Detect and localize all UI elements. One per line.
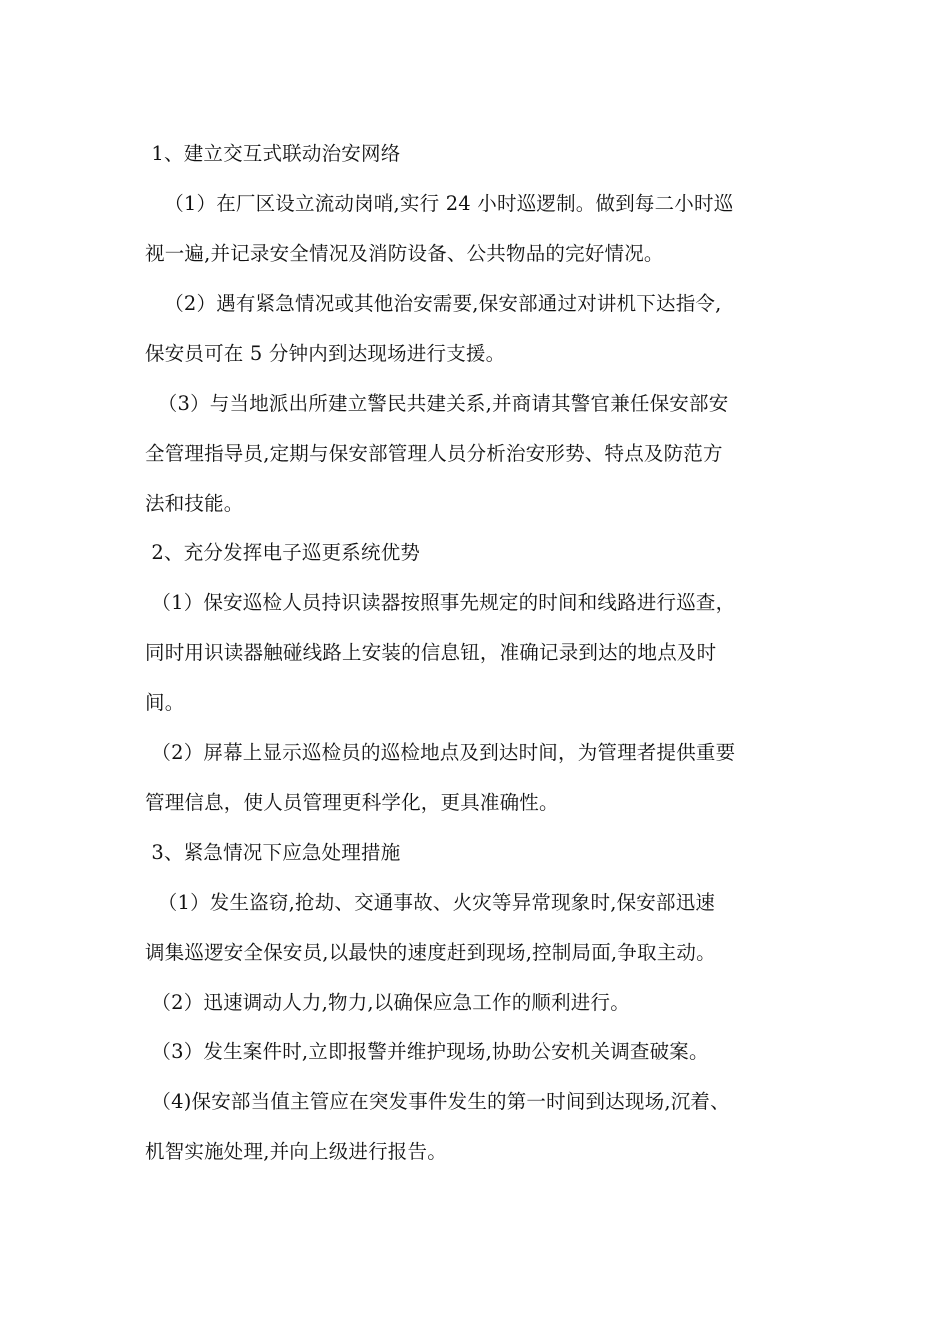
paragraph-line: 全管理指导员,定期与保安部管理人员分析治安形势、特点及防范方 <box>145 442 723 465</box>
paragraph-line: （3）与当地派出所建立警民共建关系,并商请其警官兼任保安部安 <box>145 392 729 415</box>
paragraph-line: （2）遇有紧急情况或其他治安需要,保安部通过对讲机下达指令, <box>145 292 722 315</box>
heading-2: 2、充分发挥电子巡更系统优势 <box>145 541 421 564</box>
paragraph-line: 管理信息，使人员管理更科学化，更具准确性。 <box>145 791 559 814</box>
paragraph-line: （4)保安部当值主管应在突发事件发生的第一时间到达现场,沉着、 <box>145 1090 730 1113</box>
paragraph-line: 法和技能。 <box>145 492 244 515</box>
paragraph-line: （1）在厂区设立流动岗哨,实行 24 小时巡逻制。做到每二小时巡 <box>145 192 734 215</box>
paragraph-line: （3）发生案件时,立即报警并维护现场,协助公安机关调查破案。 <box>145 1040 709 1063</box>
paragraph-line: （1）发生盗窃,抢劫、交通事故、火灾等异常现象时,保安部迅速 <box>145 891 716 914</box>
heading-3: 3、紧急情况下应急处理措施 <box>145 841 401 864</box>
paragraph-line: （2）迅速调动人力,物力,以确保应急工作的顺利进行。 <box>145 991 630 1014</box>
paragraph-line: 间。 <box>145 691 185 714</box>
paragraph-line: 调集巡逻安全保安员,以最快的速度赶到现场,控制局面,争取主动。 <box>145 941 716 964</box>
paragraph-line: （1）保安巡检人员持识读器按照事先规定的时间和线路进行巡查， <box>145 591 736 614</box>
paragraph-line: 视一遍,并记录安全情况及消防设备、公共物品的完好情况。 <box>145 242 664 265</box>
paragraph-line: 保安员可在 5 分钟内到达现场进行支援。 <box>145 342 506 365</box>
paragraph-line: 同时用识读器触碰线路上安装的信息钮，准确记录到达的地点及时 <box>145 641 717 664</box>
heading-1: 1、建立交互式联动治安网络 <box>145 142 401 165</box>
paragraph-line: 机智实施处理,并向上级进行报告。 <box>145 1140 447 1163</box>
paragraph-line: （2）屏幕上显示巡检员的巡检地点及到达时间，为管理者提供重要 <box>145 741 736 764</box>
